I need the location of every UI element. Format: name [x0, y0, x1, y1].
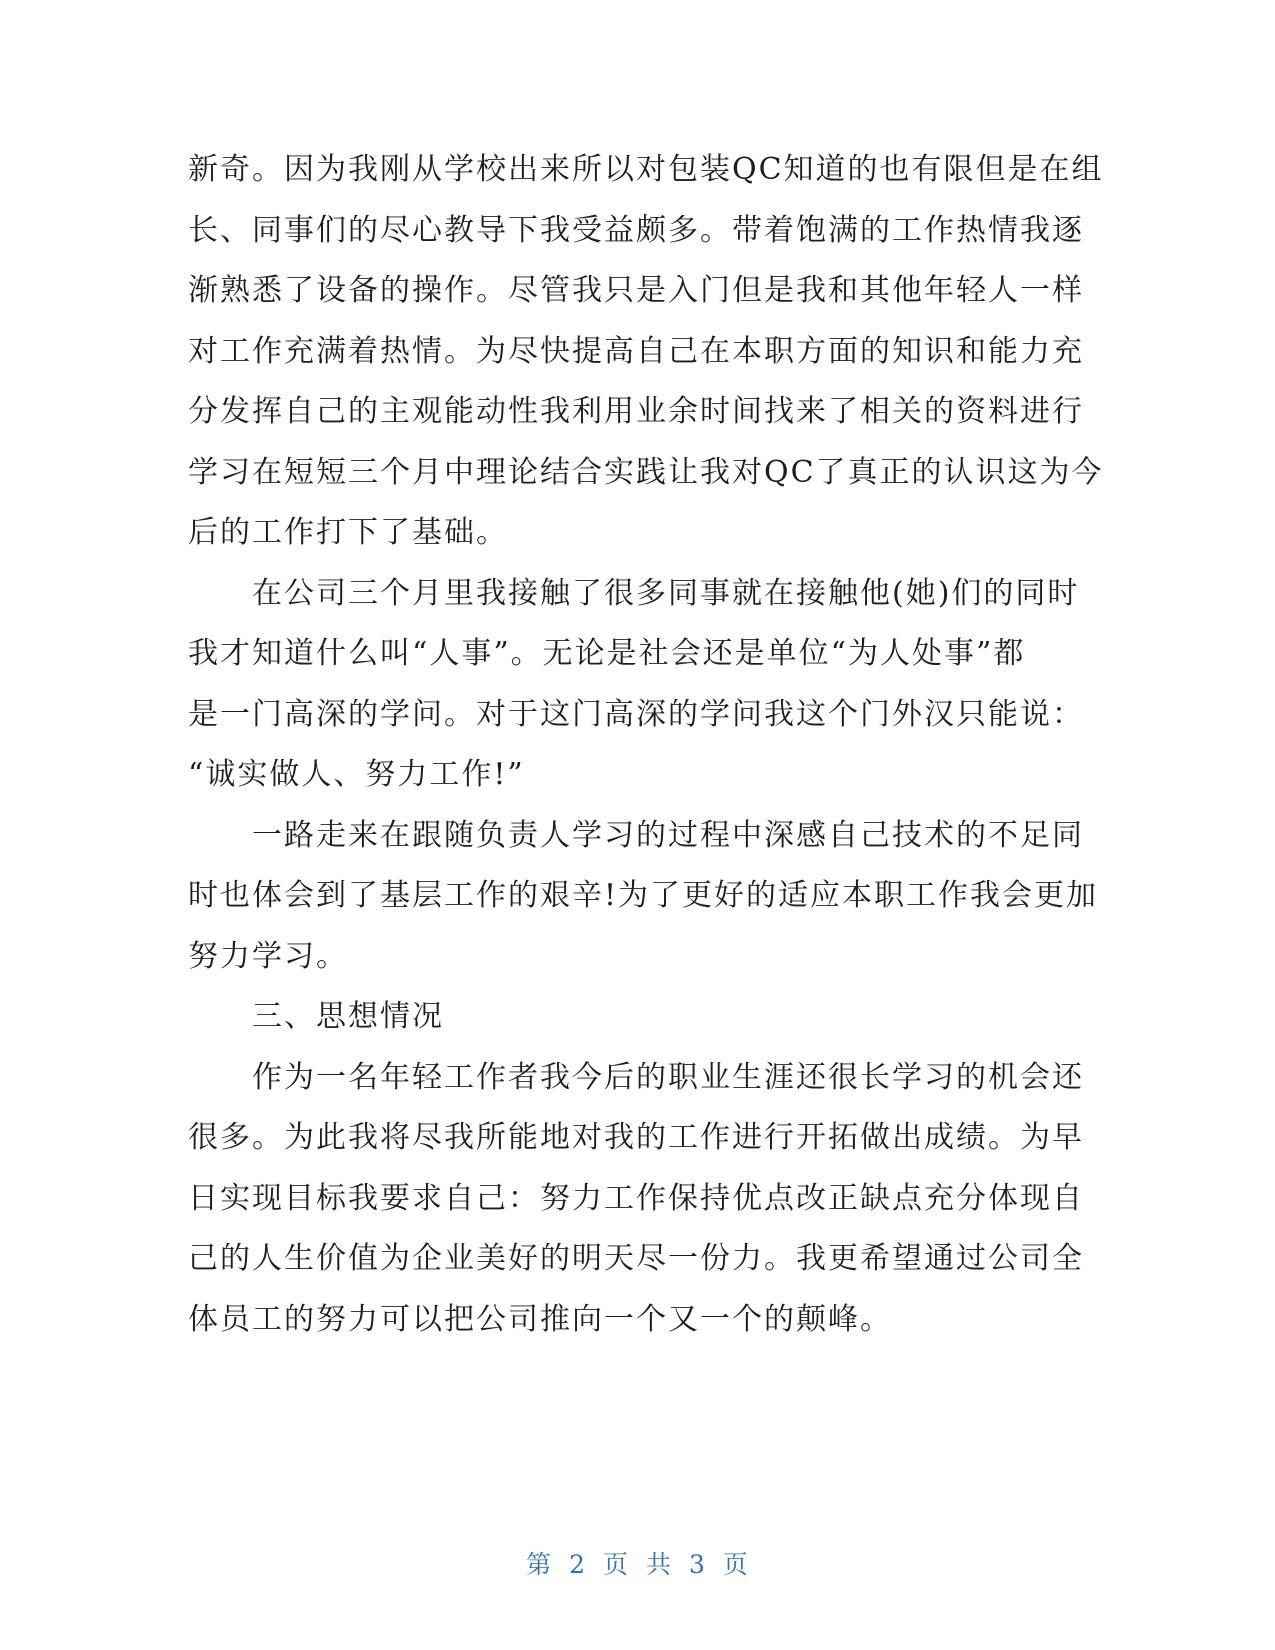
total-label: 共 — [645, 1550, 672, 1579]
paragraph-line: 后的工作打下了基础。 — [188, 515, 508, 550]
paragraph-line: 是一门高深的学问。对于这门高深的学问我这个门外汉只能说： — [188, 696, 1084, 732]
section-heading: 三、思想情况 — [252, 999, 444, 1034]
paragraph-line: 在公司三个月里我接触了很多同事就在接触他(她)们的同时 — [252, 575, 1080, 611]
paragraph-line: 对工作充满着热情。为尽快提高自己在本职方面的知识和能力充 — [188, 333, 1084, 369]
paragraph-line: 日实现目标我要求自己：努力工作保持优点改正缺点充分体现自 — [188, 1180, 1084, 1216]
page-footer — [0, 1545, 1275, 1581]
paragraph-line: “诚实做人、努力工作!” — [188, 757, 525, 792]
paragraph-line: 一路走来在跟随负责人学习的过程中深感自己技术的不足同 — [252, 817, 1084, 853]
page-label: 第 — [526, 1550, 553, 1579]
document-body — [188, 140, 1104, 1350]
paragraph-line: 学习在短短三个月中理论结合实践让我对QC了真正的认识这为今 — [188, 454, 1104, 490]
page-unit: 页 — [603, 1550, 630, 1579]
paragraph-line: 长、同事们的尽心教导下我受益颇多。带着饱满的工作热情我逐 — [188, 212, 1084, 248]
total-pages: 3 — [688, 1550, 706, 1579]
paragraph-line: 新奇。因为我刚从学校出来所以对包装QC知道的也有限但是在组 — [188, 152, 1104, 187]
paragraph-line: 作为一名年轻工作者我今后的职业生涯还很长学习的机会还 — [252, 1059, 1084, 1095]
paragraph-line: 很多。为此我将尽我所能地对我的工作进行开拓做出成绩。为早 — [188, 1120, 1084, 1155]
page-number: 2 — [569, 1550, 587, 1579]
total-unit: 页 — [722, 1550, 749, 1579]
paragraph-line: 时也体会到了基层工作的艰辛!为了更好的适应本职工作我会更加 — [188, 878, 1099, 913]
paragraph-line: 渐熟悉了设备的操作。尽管我只是入门但是我和其他年轻人一样 — [188, 273, 1084, 308]
paragraph-line: 体员工的努力可以把公司推向一个又一个的颠峰。 — [188, 1301, 892, 1337]
paragraph-line: 我才知道什么叫“人事”。无论是社会还是单位“为人处事”都 — [188, 636, 1026, 671]
paragraph-line: 努力学习。 — [188, 938, 348, 974]
paragraph-line: 分发挥自己的主观能动性我利用业余时间找来了相关的资料进行 — [188, 394, 1084, 429]
paragraph-line: 己的人生价值为企业美好的明天尽一份力。我更希望通过公司全 — [188, 1241, 1084, 1276]
